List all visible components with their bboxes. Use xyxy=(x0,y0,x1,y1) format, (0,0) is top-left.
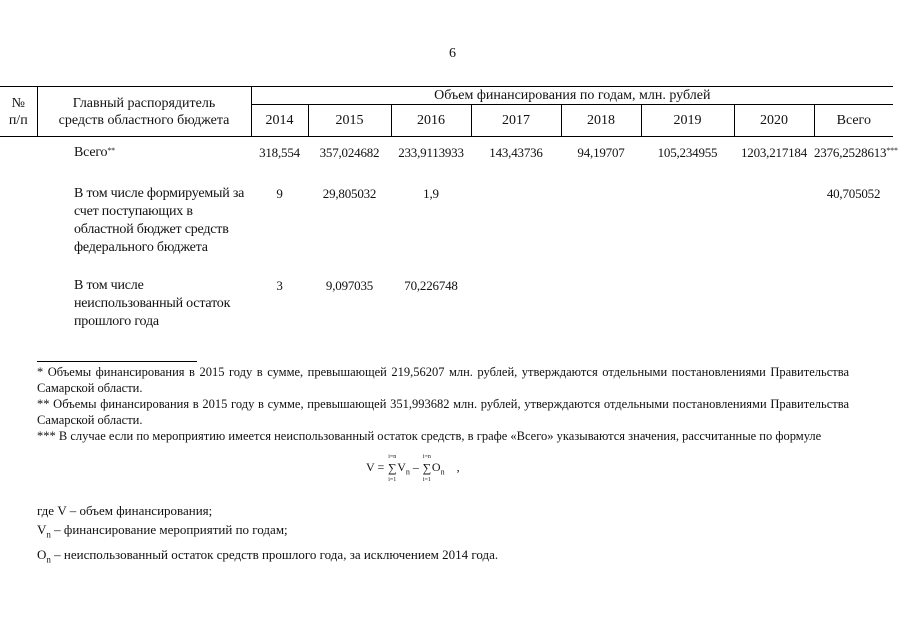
summation-upper-limit: i=n xyxy=(422,453,431,460)
column-header-number xyxy=(0,87,37,137)
table-cell-total xyxy=(814,277,893,337)
table-cell: 357,024682 xyxy=(319,145,380,160)
table-cell: 1203,217184 xyxy=(740,145,808,160)
formula-term1-sub: n xyxy=(405,467,410,477)
table-cell-total: 40,705052 xyxy=(826,185,881,201)
table-cell: 318,554 xyxy=(259,145,300,160)
table-cell xyxy=(734,185,814,277)
formula-term2: O xyxy=(431,460,441,474)
definition-on xyxy=(37,545,498,570)
header-number-line1: № xyxy=(11,95,25,111)
table-row-federal xyxy=(0,185,893,277)
row-label-text: Всего xyxy=(74,145,108,160)
table-cell: 94,19707 xyxy=(577,145,625,160)
column-header-year: 2015 xyxy=(308,105,391,137)
header-manager-line1: Главный распорядитель xyxy=(72,95,216,111)
footnote-divider xyxy=(37,361,197,362)
formula xyxy=(366,453,460,483)
header-number-line2: п/п xyxy=(8,112,28,128)
footnote-mark: ** xyxy=(107,146,115,155)
column-header-year: 2020 xyxy=(734,105,814,137)
summation-lower-limit: i=1 xyxy=(388,476,397,483)
page-number: 6 xyxy=(449,46,456,61)
table-cell: 3 xyxy=(276,277,283,293)
footnote-mark: *** xyxy=(886,146,898,155)
column-header-manager xyxy=(37,87,251,137)
summation-sign xyxy=(387,453,397,483)
column-header-total: Всего xyxy=(814,105,893,137)
formula-equals: = xyxy=(377,460,385,474)
total-value: 2376,2528613 xyxy=(814,145,887,160)
definition-on-sub: n xyxy=(46,554,51,565)
column-header-financing-group: Объем финансирования по годам, млн. рублей xyxy=(251,87,893,105)
formula-trailing-comma: , xyxy=(456,460,460,474)
table-cell xyxy=(641,185,734,277)
header-manager-line2: средств областного бюджета xyxy=(58,112,230,128)
footnote-1: * Объемы финансирования в 2015 году в сумме, превышающей 219,56207 млн. рублей, утверждаются отдельными постановлениями Правительства Самарской области. xyxy=(37,365,849,395)
column-header-year: 2017 xyxy=(471,105,561,137)
formula-definitions xyxy=(37,501,498,569)
column-header-year: 2018 xyxy=(561,105,641,137)
table-cell: 105,234955 xyxy=(657,145,718,160)
table-cell xyxy=(561,277,641,337)
definition-on-text: – неиспользованный остаток средств прошлого года, за исключением 2014 года. xyxy=(50,546,499,562)
definition-vn-text: – финансирование мероприятий по годам; xyxy=(50,522,288,537)
summation-symbol: ∑ xyxy=(387,460,397,475)
table-cell: 9,097035 xyxy=(325,277,374,293)
table-cell: 29,805032 xyxy=(322,185,377,201)
footnotes xyxy=(37,364,849,444)
summation-sign xyxy=(422,453,432,483)
table-cell xyxy=(471,277,561,337)
definition-vn-sub: n xyxy=(46,529,51,540)
footnote-2: ** Объемы финансирования в 2015 году в сумме, превышающей 351,993682 млн. рублей, утверждаются отдельными постановлениями Правительства Самарской области. xyxy=(37,397,849,427)
column-header-year: 2019 xyxy=(641,105,734,137)
table-cell: 70,226748 xyxy=(404,277,458,293)
table-cell: 1,9 xyxy=(423,185,439,201)
table-cell xyxy=(734,277,814,337)
summation-lower-limit: i=1 xyxy=(422,476,431,483)
table-row-total xyxy=(0,137,893,185)
row-label xyxy=(37,137,251,185)
table-cell xyxy=(641,277,734,337)
formula-minus: – xyxy=(412,460,419,474)
row-label: В том числе неиспользованный остаток прошлого года xyxy=(74,277,231,329)
table-row-leftover xyxy=(0,277,893,337)
table-cell xyxy=(471,185,561,277)
footnote-3: *** В случае если по мероприятию имеется неиспользованный остаток средств, в графе «Всего» указываются значения, рассчитанные по формуле xyxy=(37,429,822,443)
definition-on-symbol: O xyxy=(37,546,47,562)
row-label: В том числе формируемый за счет поступающих в областной бюджет средств федерального бюджета xyxy=(74,185,245,255)
formula-lhs: V xyxy=(366,460,375,474)
table-cell: 143,43736 xyxy=(489,145,543,160)
definition-vn xyxy=(37,520,498,545)
table-cell: 9 xyxy=(276,185,283,201)
table-cell-total xyxy=(814,137,898,185)
summation-upper-limit: i=n xyxy=(388,453,397,460)
definition-v: где V – объем финансирования; xyxy=(37,503,213,518)
formula-term2-sub: n xyxy=(440,467,445,477)
formula-term1: V xyxy=(397,460,406,474)
financing-table xyxy=(0,86,898,337)
column-header-year: 2014 xyxy=(251,105,308,137)
summation-symbol: ∑ xyxy=(422,460,432,475)
definition-vn-symbol: V xyxy=(37,522,47,537)
table-cell: 233,9113933 xyxy=(398,145,464,160)
table-cell xyxy=(561,185,641,277)
column-header-year: 2016 xyxy=(391,105,471,137)
